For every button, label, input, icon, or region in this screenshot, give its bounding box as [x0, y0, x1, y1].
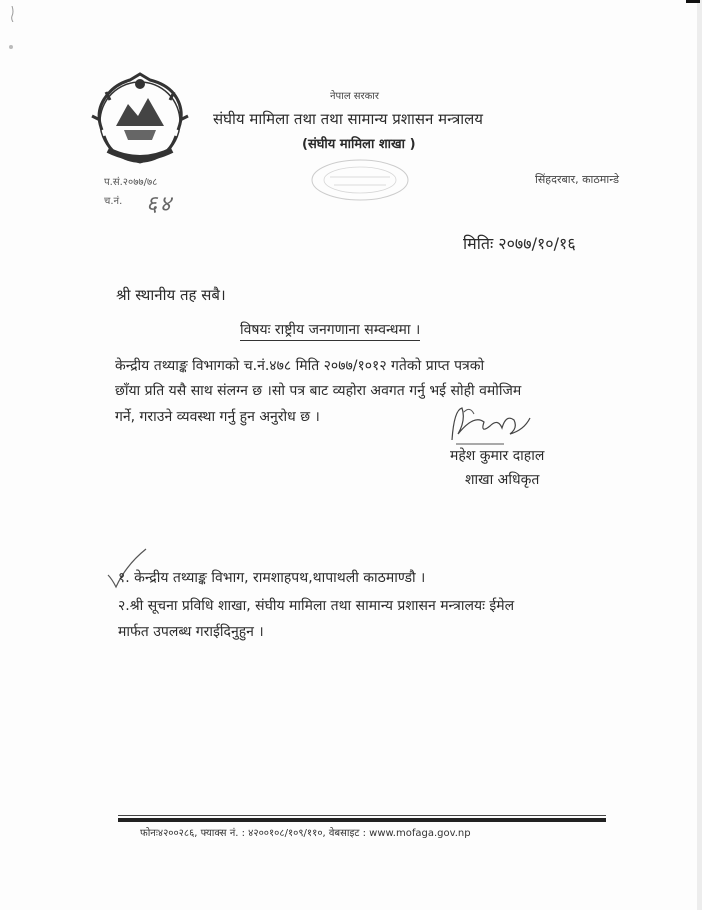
office-location: सिंहदरबार, काठमान्डे: [535, 173, 620, 186]
scan-artifact-mark: [10, 6, 15, 22]
footer-divider-thick: [118, 818, 606, 822]
footer-divider: [118, 815, 606, 816]
ministry-name: संघीय मामिला तथा तथा सामान्य प्रशासन मन्त्रालय: [213, 110, 483, 128]
body-text-line: छाँया प्रति यसै साथ संलग्न छ ।सो पत्र बाट व्यहोरा अवगत गर्नु भई सोही वमोजिम: [115, 383, 522, 399]
footer-contact: फोनः४२००२८६, फ्याक्स नं. : ४२००१०८/१०९/११०, वेबसाइट : www.mofaga.gov.np: [140, 828, 471, 839]
handwritten-signature-icon: [444, 400, 534, 452]
subject-line: विषयः राष्ट्रीय जनगणाना सम्वन्धमा ।: [240, 320, 420, 341]
scan-edge-shadow: [697, 0, 702, 910]
letter-date: मितिः २०७७/१०/१६: [463, 234, 576, 253]
nepal-emblem-icon: [86, 70, 194, 168]
scan-artifact-dot: [9, 45, 13, 49]
recipient: श्री स्थानीय तह सबै।: [116, 286, 226, 304]
dispatch-number-handwritten: ६४: [146, 192, 173, 217]
cc-recipient-line: २.श्री सूचना प्रविधि शाखा, संघीय मामिला तथा सामान्य प्रशासन मन्त्रालयः ईमेल: [118, 598, 515, 614]
body-text-line: केन्द्रीय तथ्याङ्क विभागको च.नं.४७८ मिति २०७७/१०१२ गतेको प्राप्त पत्रको: [115, 358, 485, 374]
government-name: नेपाल सरकार: [330, 91, 379, 102]
cc-recipient-line: १. केन्द्रीय तथ्याङ्क विभाग, रामशाहपथ,थापाथली काठमाण्डौ ।: [118, 570, 426, 586]
signatory-name: महेश कुमार दाहाल: [450, 448, 545, 464]
faint-stamp-icon: [300, 155, 420, 205]
signatory-title: शाखा अधिकृत: [465, 472, 540, 488]
dispatch-number-label: च.नं.: [104, 196, 123, 207]
section-name: (संघीय मामिला शाखा ): [302, 137, 416, 152]
scan-edge-mark: [686, 0, 700, 3]
body-text-line: गर्ने, गराउने व्यवस्था गर्नु हुन अनुरोध छ ।: [115, 409, 320, 425]
fiscal-year-reference: प.सं.२०७७/७८: [104, 177, 158, 188]
cc-recipient-line: मार्फत उपलब्ध गराईदिनुहुन ।: [118, 624, 264, 640]
